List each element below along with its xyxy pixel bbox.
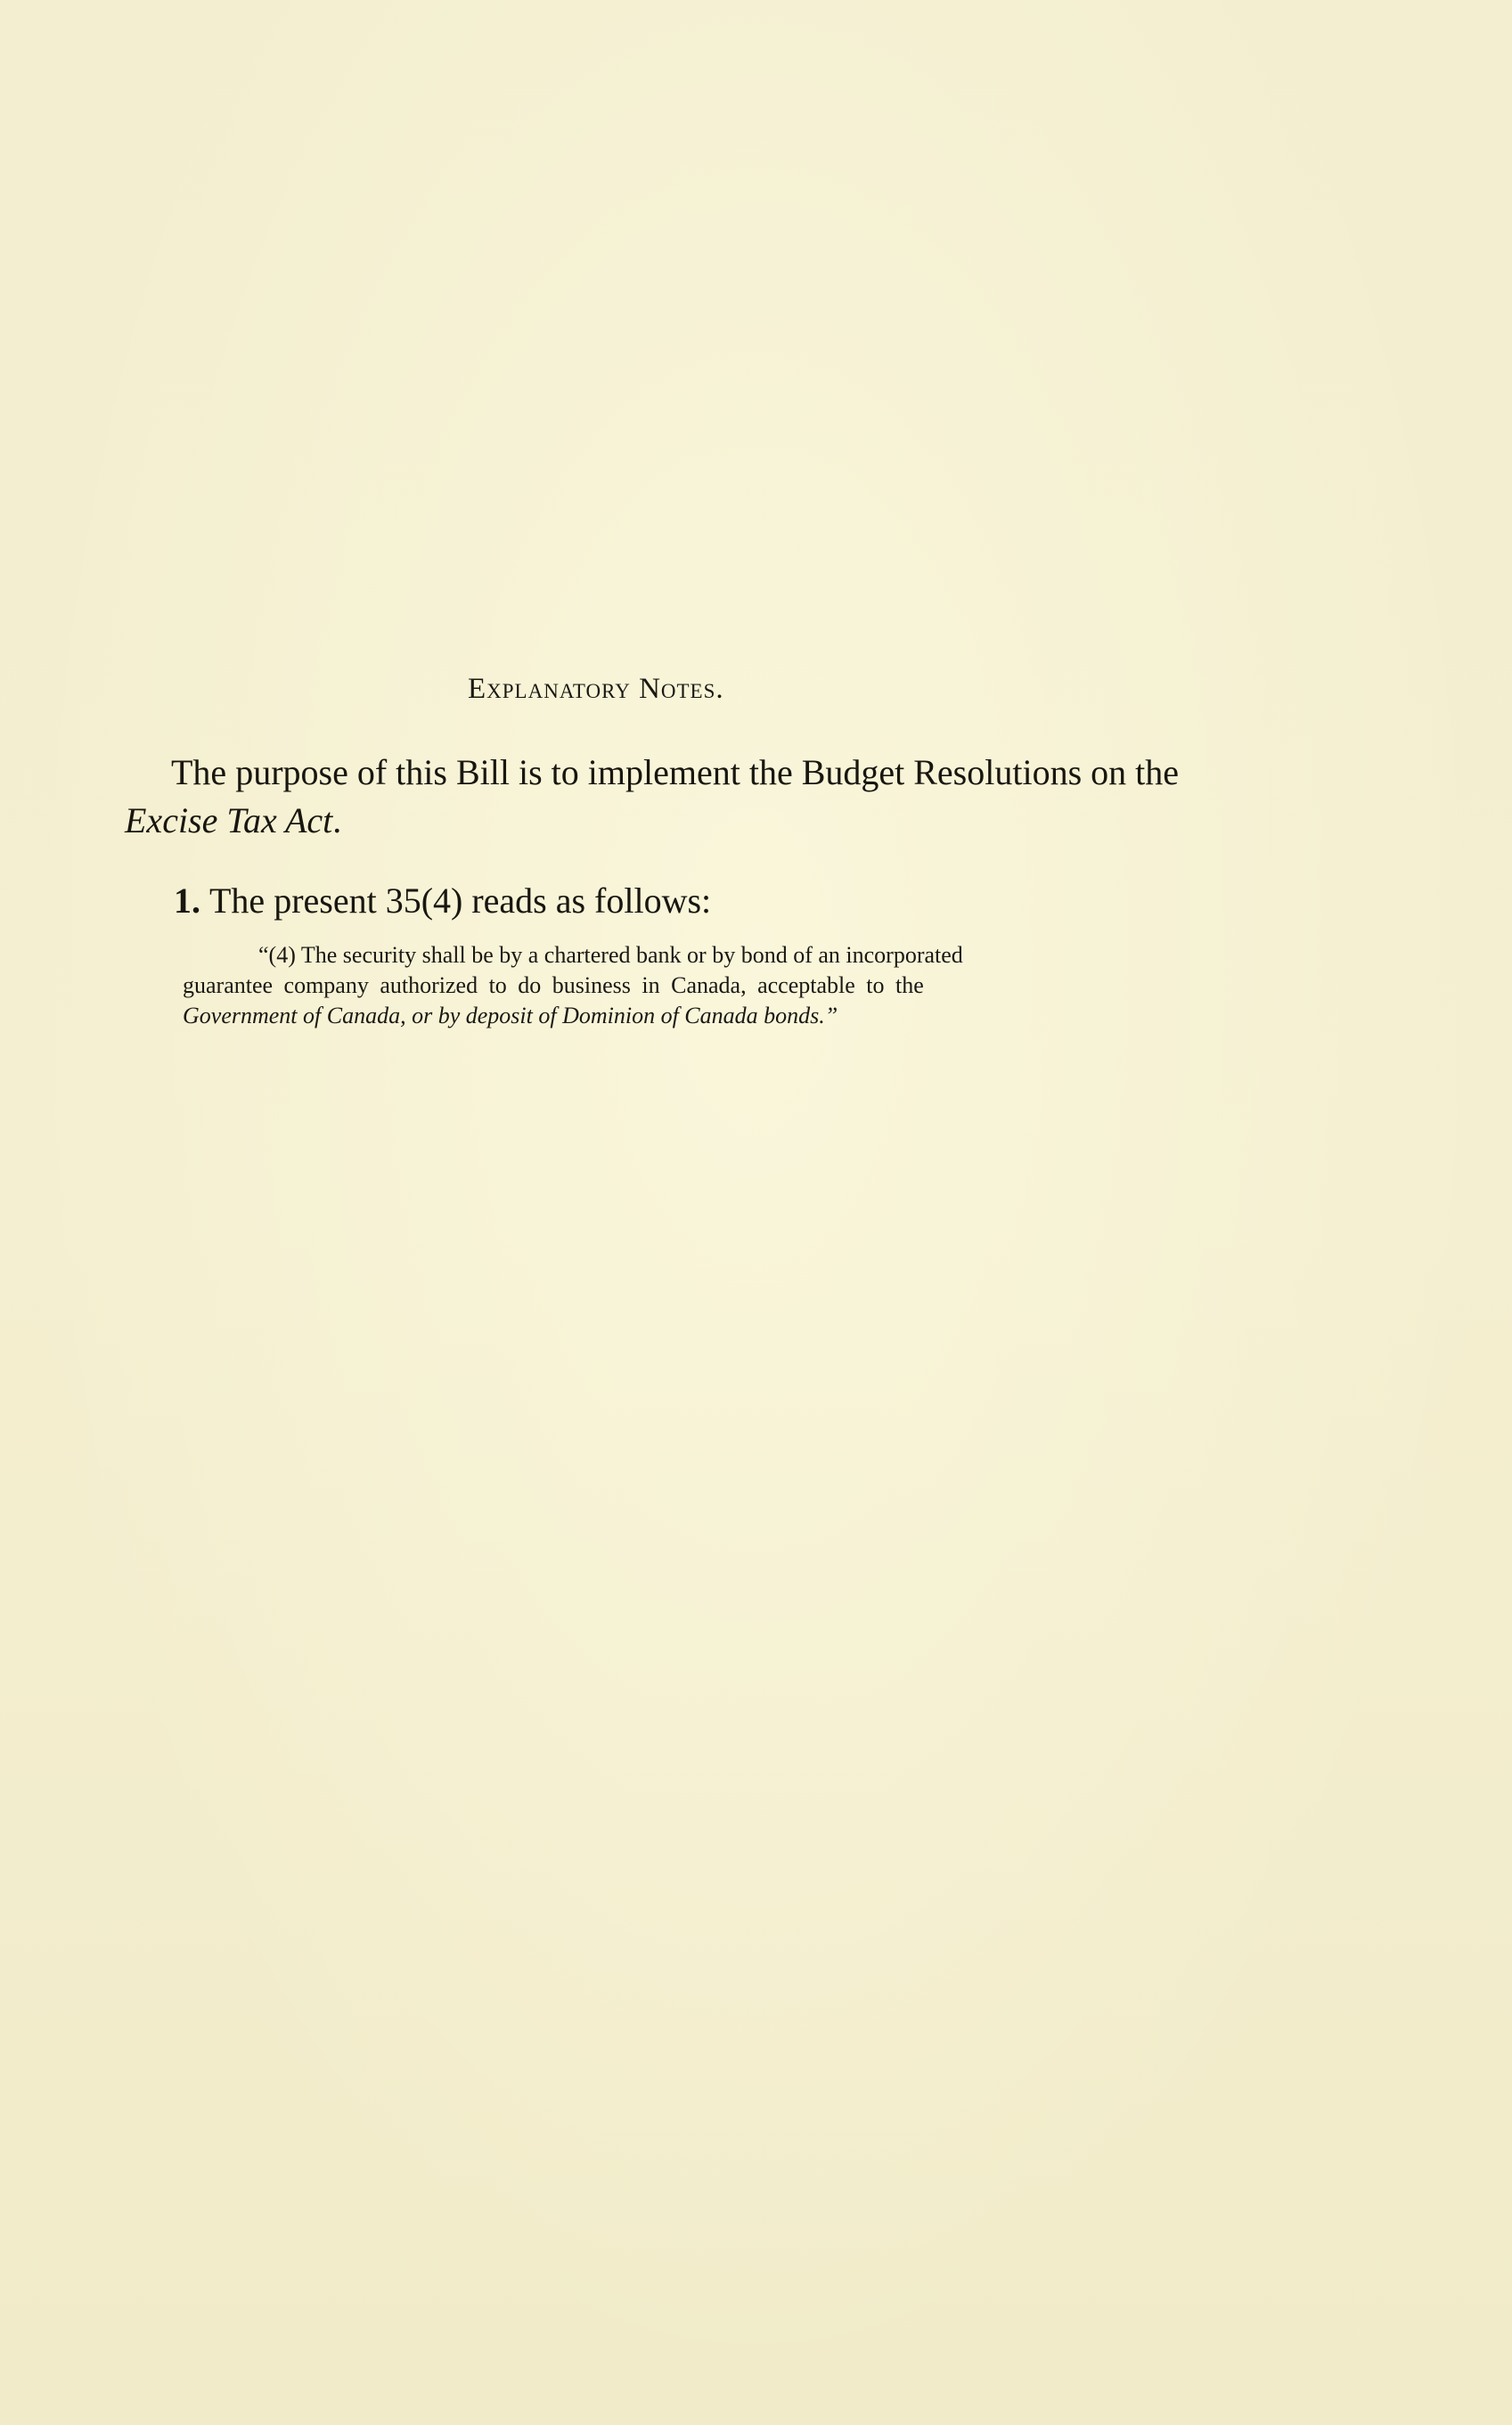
quote-line-2: guarantee company authorized to do business in Canada, acceptable to the xyxy=(183,972,924,998)
purpose-text: The purpose of this Bill is to implement the Budget Resolutions on the xyxy=(171,752,1180,792)
notes-title: Explanatory Notes. xyxy=(468,673,724,705)
clause-1 xyxy=(174,880,711,922)
quoted-section xyxy=(183,940,1252,1031)
purpose-end: . xyxy=(332,800,342,840)
quote-line-3: Government of Canada, or by deposit of Dominion of Canada bonds.” xyxy=(183,1003,838,1028)
purpose-paragraph xyxy=(125,749,1247,845)
quote-line-1: “(4) The security shall be by a chartered bank or by bond of an incorporated xyxy=(258,942,963,968)
clause-text: The present 35(4) reads as follows: xyxy=(209,881,712,921)
act-name: Excise Tax Act xyxy=(125,800,333,840)
clause-number: 1. xyxy=(174,881,200,921)
